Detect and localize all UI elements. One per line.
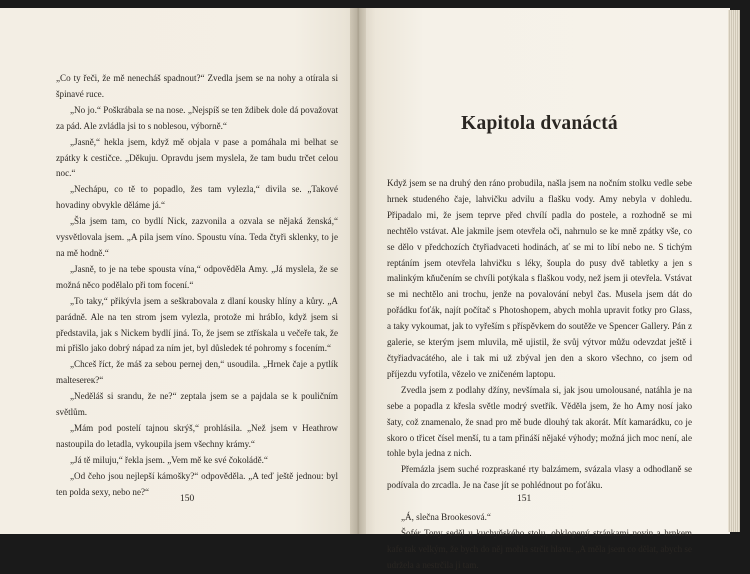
right-page (357, 8, 730, 570)
paragraph: „Já tě miluju,“ řekla jsem. „Vem mě ke své čokoládě.“ (70, 454, 268, 465)
paragraph: „Od čeho jsou nejlepší kámošky?“ odpověděla. „A teď ještě jednou: byl ten polda sexy, nebo ne?“ (56, 470, 338, 497)
left-page-text (56, 71, 338, 500)
paragraph: Přemázla jsem suché rozpraskané rty balzámem, svázala vlasy a odhodlaně se podívala do zrcadla. Je na čase jít se pohlédnout po foťáku. (387, 464, 692, 491)
paragraph: Když jsem se na druhý den ráno probudila, našla jsem na nočním stolku vedle sebe hrnek studeného čaje, lahvičku advilu a flašku vody. Amy nebyla v dohledu. Připadalo mi, že jsem teprve před chvílí padla do postele, a rozhodně se mi nechtělo vstávat. Ale jakmile jsem otevřela oči, nahrnulo se ke mně zpátky vše, co se dělo v předchozích čtyřiadvaceti hodinách, ať se mi to líbí nebo ne. S tichým reptáním jsem otevřela lahvičku s léky, šoupla do pusy dvě tabletky a jen s malinkým kňučením se chvíli potýkala s flaškou vody, než jsem ji otevřela. Vstávat se mi nechtělo ani trochu, jenže na povalování nebyl čas. Musela jsem dát do pořádku foťák, najít počítač s Photoshopem, abych mohla upravit fotky pro Glass, a taky vykoumat, jak to vyřeším s příspěvkem do soutěže ve Spencer Gallery. Pán z galerie, se kterým jsem mluvila, mě ujistil, že svůj výtvor můžu odevzdat ještě i čtyřiadvacátého, ale i tak mi už zbýval jen den a skoro všechno, co jsem od příjezdu vyfotila, vězelo ve zničeném laptopu. (387, 178, 692, 379)
page-edges (728, 10, 740, 532)
paragraph: „Chceš říct, že máš za sebou pernej den,“ usoudila. „Hrnek čaje a pytlík maltesereк?“ (56, 359, 338, 386)
paragraph: „Šla jsem tam, co bydlí Nick, zazvonila a ozvala se nějaká ženská,“ vysvětlovala jsem. „A pila jsem víno. Spoustu vína. Teda čtyři sklenky, to je na mě hodně.“ (56, 216, 338, 258)
paragraph: „Jasně,“ hekla jsem, když mě objala v pase a pomáhala mi belhat se zpátky k cestičce. „Děkuju. Opravdu jsem myslela, že tam budu trčet celou noc.“ (56, 136, 338, 179)
page-number-left: 150 (180, 494, 195, 505)
section-break (387, 494, 692, 510)
paragraph: „No jo.“ Poškrábala se na nose. „Nejspíš se ten ždibek dole dá považovat za pád. Ale zvládla jsi to s noblesou, výborně.“ (56, 104, 338, 131)
paragraph: „Nechápu, co tě to popadlo, žes tam vylezla,“ divila se. „Takové hovadiny obvykle děláme já.“ (56, 184, 338, 211)
chapter-title: Kapitola dvanáctá (461, 113, 618, 134)
left-page (0, 8, 368, 534)
paragraph: „Mám pod postelí tajnou skrýš,“ prohlásila. „Než jsem v Heathrow nastoupila do letadla, vykoupila jsem všechny krámy.“ (56, 422, 338, 449)
paragraph: Šofér Tony seděl u kuchyňského stolu, obklopený stránkami novin a hrnkem kafe tak velkým, že bych do něj mohla strčit hlavu. „A měla jsem co dělat, abych se udržela a nestrčila ji tam. (387, 527, 692, 570)
right-page-text (387, 176, 692, 574)
book-gutter (350, 8, 366, 534)
paragraph: „Co ty řeči, že mě nenecháš spadnout?“ Zvedla jsem se na nohy a otírala si špinavé ruce. (56, 73, 338, 99)
paragraph: Zvedla jsem z podlahy džíny, nevšímala si, jak jsou umolousané, natáhla je na sebe a popadla z křesla světle modrý svetřík. Věděla jsem, že ho Amy nosí jako šaty, což znamenalo, že snad pro mě bude dlouhý tak akorát. Mít kamarádku, co je skoro o třicet čísel menší, tu a tam přináší nějaké výhody; možná jich moc není, ale tohle byla jedna z nich. (387, 384, 692, 459)
paragraph: „Jasně, to je na tebe spousta vína,“ odpověděla Amy. „Já myslela, že se možná něco podělalo při tom focení.“ (56, 263, 338, 290)
paragraph: „Neděláš si srandu, že ne?“ zeptala jsem se a pajdala se k pouličním světlům. (56, 391, 338, 418)
paragraph: „Á, slečna Brookesová.“ (401, 512, 491, 523)
paragraph: „To taky,“ přikývla jsem a seškrabovala z dlaní kousky hlíny a kůry. „A parádně. Ale na ten strom jsem vylezla, protože mi hrábIo, když jsem si představila, jak s Nickem bydlí jiná. To, že jsem se ztřískala u večeře tak, že mi přišlo jako dobrý nápad za ním jet, byl důsledek té pohromy s focením.“ (56, 295, 338, 354)
page-number-right: 151 (517, 494, 532, 505)
